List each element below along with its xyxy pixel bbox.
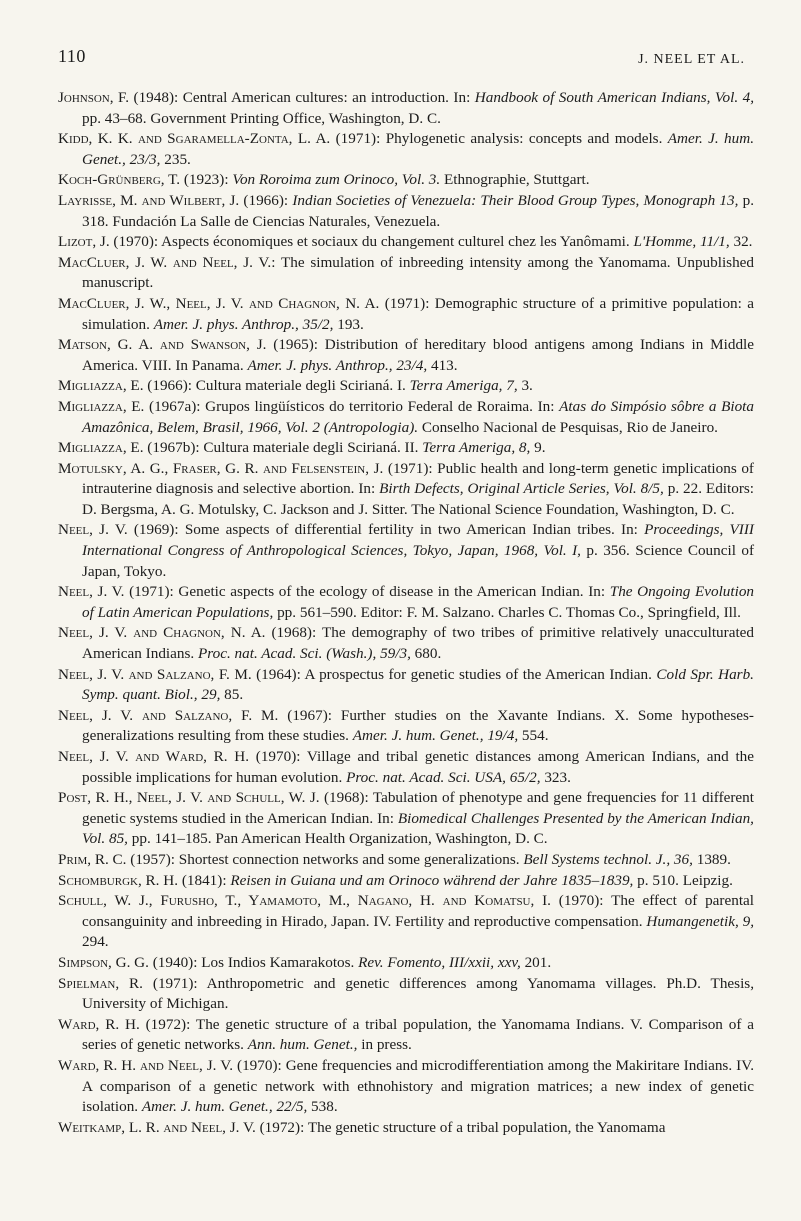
reference-author: Neel, J. V. and Chagnon, N. A. xyxy=(58,624,266,642)
reference-rest: 32. xyxy=(729,233,753,251)
reference-rest: 413. xyxy=(427,356,458,374)
reference-entry xyxy=(58,788,754,850)
reference-author: Neel, J. V. xyxy=(58,521,128,539)
reference-author: Migliazza, E. xyxy=(58,439,144,457)
reference-rest: 193. xyxy=(333,315,364,333)
reference-year: (1972): The genetic structure of a tribal population, the Yanomama Indians. V. Comparison of a series of genetic networks. xyxy=(82,1015,754,1054)
reference-author: Neel, J. V. and Salzano, F. M. xyxy=(58,706,279,724)
reference-year: (1971): Genetic aspects of the ecology of disease in the American Indian. In: xyxy=(124,583,610,601)
reference-author: Schull, W. J., Furusho, T., Yamamoto, M., Nagano, H. and Komatsu, I. xyxy=(58,892,551,910)
reference-year: (1970): Gene frequencies and microdifferentiation among the Makiritare Indians. IV. A comparison of a genetic network with ethnohistory and migration matrices; a new index of genetic isolation. xyxy=(82,1056,755,1116)
reference-entry xyxy=(58,623,754,664)
reference-rest: in press. xyxy=(357,1036,412,1054)
reference-author: Schomburgk, R. H. xyxy=(58,871,179,889)
reference-rest: pp. 561–590. Editor: F. M. Salzano. Charles C. Thomas Co., Springfield, Ill. xyxy=(273,603,741,621)
reference-title: Atas do Simpósio sôbre a Biota Amazônica, Belem, Brasil, 1966, Vol. 2 (Antropologia). xyxy=(82,397,754,436)
reference-author: Weitkamp, L. R. and Neel, J. V. xyxy=(58,1118,256,1136)
reference-author: Neel, J. V. and Ward, R. H. xyxy=(58,748,250,765)
reference-year: (1967): Further studies on the Xavante Indians. X. Some hypotheses-generalizations resulting from these studies. xyxy=(82,706,754,745)
reference-year: (1965): Distribution of hereditary blood antigens among Indians in Middle America. VIII. In Panama. xyxy=(82,336,755,374)
reference-entry xyxy=(58,253,754,294)
reference-rest: 1389. xyxy=(692,850,731,868)
reference-title: Ann. hum. Genet., xyxy=(247,1036,358,1054)
reference-title: Proceedings, VIII International Congress of Anthropological Sciences, Tokyo, Japan, 1968, Vol. I, xyxy=(82,521,754,560)
reference-title: Rev. Fomento, III/xxii, xxv, xyxy=(358,953,521,971)
reference-rest: p. 318. Fundación La Salle de Ciencias Naturales, Venezuela. xyxy=(82,191,754,230)
reference-title: Terra Ameriga, 7, xyxy=(409,377,518,395)
reference-year: : The simulation of inbreeding intensity among the Yanomama. Unpublished manuscript. xyxy=(82,253,754,292)
reference-entry xyxy=(58,88,754,129)
reference-rest: 9. xyxy=(530,439,546,457)
reference-rest: p. 356. Science Council of Japan, Tokyo. xyxy=(82,542,754,580)
reference-entry xyxy=(58,891,754,953)
reference-rest: 85. xyxy=(220,686,244,704)
reference-year: (1964): A prospectus for genetic studies of the American Indian. xyxy=(251,665,657,683)
reference-title: Cold Spr. Harb. Symp. quant. Biol., 29, xyxy=(82,665,754,704)
reference-rest: 538. xyxy=(307,1098,338,1116)
reference-entry xyxy=(58,850,754,871)
reference-entry xyxy=(58,1015,754,1056)
reference-entry xyxy=(58,191,754,232)
reference-year: (1967a): Grupos lingüísticos do territorio Federal de Roraima. In: xyxy=(144,397,560,415)
reference-author: Migliazza, E. xyxy=(58,377,144,395)
reference-year: (1971): Anthropometric and genetic differences among Yanomama villages. Ph.D. Thesis, University of Michigan. xyxy=(82,974,755,1013)
reference-author: Ward, R. H. xyxy=(58,1015,140,1033)
reference-year: (1970): Aspects économiques et sociaux du changement culturel chez les Yanômami. xyxy=(109,233,634,251)
reference-year: (1967b): Cultura materiale degli Scirianá. II. xyxy=(143,439,423,457)
reference-rest: 235. xyxy=(160,150,191,168)
reference-entry xyxy=(58,747,754,788)
reference-year: (1948): Central American cultures: an introduction. In: xyxy=(129,89,475,106)
reference-year: (1923): xyxy=(180,171,233,189)
reference-title: Proc. nat. Acad. Sci. (Wash.), 59/3, xyxy=(197,645,411,663)
reference-entry xyxy=(58,871,754,892)
reference-title: Bell Systems technol. J., 36, xyxy=(523,850,693,868)
reference-rest: Conselho Nacional de Pesquisas, Rio de Janeiro. xyxy=(418,418,718,436)
reference-title: Humangenetik, 9, xyxy=(646,912,754,930)
reference-rest: p. 510. Leipzig. xyxy=(633,871,733,889)
reference-author: Koch-Grünberg, T. xyxy=(58,171,181,189)
reference-title: Birth Defects, Original Article Series, Vol. 8/5, xyxy=(379,480,664,498)
reference-rest: pp. 43–68. Government Printing Office, Washington, D. C. xyxy=(82,109,441,127)
reference-year: (1970): Village and tribal genetic distances among American Indians, and the possible implications for human evolution. xyxy=(82,748,755,786)
reference-list xyxy=(58,88,754,1138)
reference-title: Handbook of South American Indians, Vol. 4, xyxy=(474,89,754,106)
reference-year: (1968): Tabulation of phenotype and gene frequencies for 11 different genetic systems studied in the American Indian. In: xyxy=(82,789,754,827)
reference-year: (1972): The genetic structure of a tribal population, the Yanomama xyxy=(255,1118,666,1136)
reference-author: Neel, J. V. xyxy=(58,583,125,601)
reference-entry xyxy=(58,953,754,974)
reference-entry xyxy=(58,974,754,1015)
reference-year: (1957): Shortest connection networks and some generalizations. xyxy=(126,850,524,868)
reference-entry xyxy=(58,438,754,459)
reference-author: Migliazza, E. xyxy=(58,397,145,415)
reference-rest: 294. xyxy=(82,933,109,951)
reference-year: (1968): The demography of two tribes of primitive relatively unacculturated American Indians. xyxy=(82,624,754,663)
reference-author: Johnson, F. xyxy=(58,89,130,106)
reference-author: Neel, J. V. and Salzano, F. M. xyxy=(58,665,252,683)
reference-rest: 201. xyxy=(520,953,552,971)
reference-year: (1971): Phylogenetic analysis: concepts and models. xyxy=(330,130,668,148)
reference-entry xyxy=(58,1056,754,1118)
reference-rest: 680. xyxy=(410,645,442,663)
reference-rest: 3. xyxy=(517,377,533,395)
reference-title: Amer. J. phys. Anthrop., 23/4, xyxy=(247,356,428,374)
reference-rest: p. 22. Editors: D. Bergsma, A. G. Motulsky, C. Jackson and J. Sitter. The National Science Foundation, Washington, D. C. xyxy=(82,480,755,518)
reference-entry xyxy=(58,376,754,397)
reference-year: (1969): Some aspects of differential fertility in two American Indian tribes. In: xyxy=(127,521,645,539)
reference-author: Simpson, G. G. xyxy=(58,953,149,971)
reference-title: Amer. J. hum. Genet., 23/3, xyxy=(82,130,754,168)
reference-title: Amer. J. phys. Anthrop., 35/2, xyxy=(153,315,334,333)
reference-entry xyxy=(58,665,754,706)
reference-rest: Ethnographie, Stuttgart. xyxy=(440,171,590,189)
reference-title: Terra Ameriga, 8, xyxy=(422,439,531,457)
reference-year: (1970): The effect of parental consanguinity and inbreeding in Hirado, Japan. IV. Fertility and reproductive compensation. xyxy=(82,892,754,930)
reference-entry xyxy=(58,459,754,521)
reference-title: Proc. nat. Acad. Sci. USA, 65/2, xyxy=(346,768,541,786)
reference-entry xyxy=(58,520,754,582)
reference-entry xyxy=(58,397,754,438)
page-number: 110 xyxy=(58,46,86,66)
reference-entry xyxy=(58,129,754,170)
reference-title: Von Roroima zum Orinoco, Vol. 3. xyxy=(232,171,441,189)
reference-entry xyxy=(58,232,754,253)
reference-author: Prim, R. C. xyxy=(58,850,127,868)
reference-title: Amer. J. hum. Genet., 19/4, xyxy=(352,727,519,745)
reference-author: Motulsky, A. G., Fraser, G. R. and Felsenstein, J. xyxy=(58,459,384,477)
reference-entry xyxy=(58,170,754,191)
reference-author: Matson, G. A. and Swanson, J. xyxy=(58,336,267,354)
reference-author: MacCluer, J. W., Neel, J. V. and Chagnon, N. A. xyxy=(58,294,380,312)
reference-title: Indian Societies of Venezuela: Their Blood Group Types, Monograph 13, xyxy=(292,191,739,209)
reference-title: Amer. J. hum. Genet., 22/5, xyxy=(141,1098,308,1116)
reference-author: Lizot, J. xyxy=(58,233,110,251)
reference-entry xyxy=(58,706,754,747)
reference-title: Reisen in Guiana und am Orinoco während der Jahre 1835–1839, xyxy=(230,871,634,889)
reference-rest: pp. 141–185. Pan American Health Organization, Washington, D. C. xyxy=(127,830,548,848)
reference-author: Spielman, R. xyxy=(58,974,143,992)
reference-entry xyxy=(58,294,754,335)
reference-title: The Ongoing Evolution of Latin American Populations, xyxy=(82,583,755,621)
reference-entry xyxy=(58,335,754,376)
reference-author: Layrisse, M. and Wilbert, J. xyxy=(58,191,240,209)
reference-year: (1841): xyxy=(178,871,231,889)
reference-year: (1966): xyxy=(239,191,293,209)
reference-entry xyxy=(58,582,754,623)
reference-author: Ward, R. H. and Neel, J. V. xyxy=(58,1056,234,1074)
running-head: J. NEEL ET AL. xyxy=(638,52,745,67)
reference-year: (1971): Demographic structure of a primitive population: a simulation. xyxy=(82,294,755,333)
reference-rest: 554. xyxy=(518,727,549,745)
reference-author: Kidd, K. K. and Sgaramella-Zonta, L. A. xyxy=(58,130,331,148)
reference-author: Post, R. H., Neel, J. V. and Schull, W. J. xyxy=(58,789,320,807)
reference-year: (1940): Los Indios Kamarakotos. xyxy=(148,953,359,971)
reference-title: Biomedical Challenges Presented by the American Indian, Vol. 85, xyxy=(82,809,754,848)
reference-year: (1966): Cultura materiale degli Scirianá. I. xyxy=(143,377,410,395)
reference-rest: 323. xyxy=(540,768,571,786)
reference-author: MacCluer, J. W. and Neel, J. V. xyxy=(58,253,272,271)
reference-entry xyxy=(58,1118,754,1139)
reference-title: L'Homme, 11/1, xyxy=(633,233,730,251)
reference-year: (1971): Public health and long-term genetic implications of intrauterine diagnosis and selective abortion. In: xyxy=(82,459,754,498)
